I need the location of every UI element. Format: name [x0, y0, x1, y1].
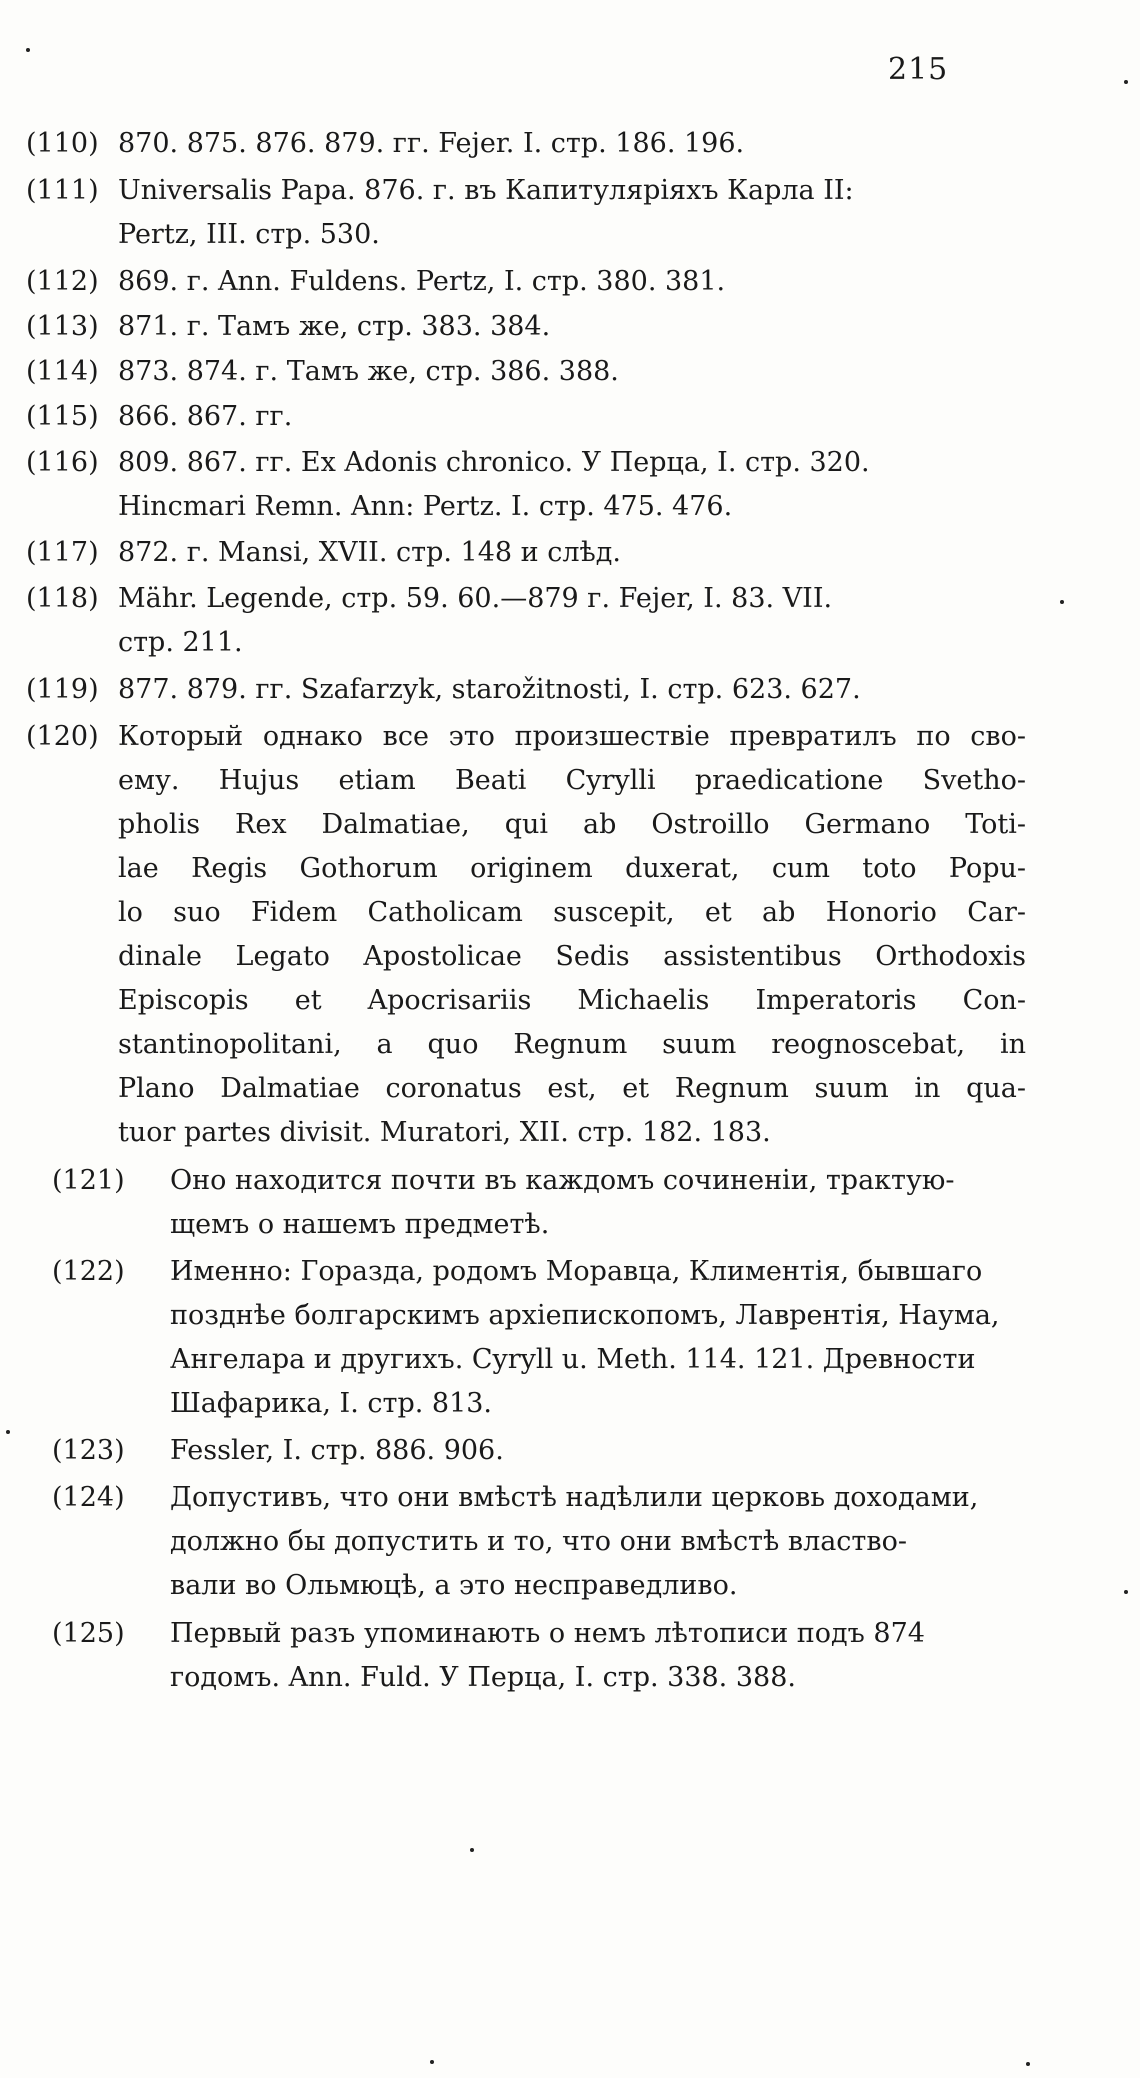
footnote-number: (112) — [26, 266, 99, 297]
footnote-line: Plano Dalmatiae coronatus est, et Regnum suum in qua- — [118, 1073, 1026, 1104]
footnote — [52, 1612, 1052, 1700]
footnote-line: Fessler, I. стр. 886. 906. — [170, 1435, 504, 1466]
footnote-line: ему. Hujus etiam Beati Cyrylli praedicatione Svetho- — [118, 765, 1026, 796]
footnote — [26, 305, 1026, 349]
footnote-line: вали во Ольмюцѣ, а это несправедливо. — [170, 1570, 738, 1601]
print-speck — [470, 1848, 474, 1852]
footnote-line: 869. г. Ann. Fuldens. Pertz, I. стр. 380. 381. — [118, 266, 726, 297]
print-speck — [26, 48, 30, 52]
footnote — [26, 668, 1026, 712]
footnote-line: Допустивъ, что они вмѣстѣ надѣлили церковь доходами, — [170, 1482, 979, 1513]
footnote-line: 871. г. Тамъ же, стр. 383. 384. — [118, 311, 551, 342]
page-number: 215 — [888, 52, 949, 87]
footnote-line: Который однако все это произшествіе превратилъ по сво- — [118, 721, 1026, 752]
footnote-line: стр. 211. — [118, 627, 243, 658]
footnote-line: dinale Legato Apostolicae Sedis assistentibus Orthodoxis — [118, 941, 1026, 972]
footnote-number: (121) — [52, 1165, 125, 1196]
footnote — [26, 122, 1026, 166]
footnote-number: (116) — [26, 447, 99, 478]
footnote — [52, 1476, 1052, 1608]
footnote-line: должно бы допустить и то, что они вмѣстѣ властво- — [170, 1526, 907, 1557]
footnote-line: годомъ. Ann. Fuld. У Перца, I. стр. 338. 388. — [170, 1662, 796, 1693]
footnote-line: 877. 879. гг. Szafarzyk, starožitnosti, I. стр. 623. 627. — [118, 674, 861, 705]
footnote-line: lo suo Fidem Catholicam suscepit, et ab Honorio Car- — [118, 897, 1026, 928]
footnote-line: позднѣе болгарскимъ архіепископомъ, Лаврентія, Наума, — [170, 1300, 1000, 1331]
footnote-line: Hincmari Remn. Ann: Pertz. I. стр. 475. 476. — [118, 491, 733, 522]
print-speck — [1026, 2062, 1030, 2066]
footnote-line: 872. г. Mansi, XVII. стр. 148 и слѣд. — [118, 537, 621, 568]
footnote-line: Шафарика, I. стр. 813. — [170, 1388, 493, 1419]
footnote — [26, 715, 1026, 1155]
print-speck — [1124, 80, 1128, 84]
footnote-number: (111) — [26, 175, 99, 206]
footnote-line: Оно находится почти въ каждомъ сочиненіи, трактую- — [170, 1165, 955, 1196]
footnote-line: Первый разъ упоминають о немъ лѣтописи подъ 874 — [170, 1618, 925, 1649]
footnote-line: Universalis Papa. 876. г. въ Капитуляріяхъ Карла II: — [118, 175, 854, 206]
footnote-number: (115) — [26, 401, 99, 432]
footnote-number: (117) — [26, 537, 99, 568]
footnote — [52, 1159, 1052, 1247]
footnote — [26, 441, 1026, 529]
footnote — [52, 1429, 1052, 1473]
print-speck — [6, 1430, 10, 1434]
footnote — [26, 350, 1026, 394]
footnote-number: (120) — [26, 721, 99, 752]
print-speck — [1060, 600, 1064, 604]
footnote-number: (123) — [52, 1435, 125, 1466]
footnote-line: Pertz, III. стр. 530. — [118, 219, 380, 250]
footnote-number: (122) — [52, 1256, 125, 1287]
footnote-line: lae Regis Gothorum originem duxerat, cum toto Popu- — [118, 853, 1026, 884]
footnote-line: 873. 874. г. Тамъ же, стр. 386. 388. — [118, 356, 619, 387]
footnote — [26, 577, 1026, 665]
footnote-line: 870. 875. 876. 879. гг. Fejer. I. стр. 186. 196. — [118, 128, 745, 159]
footnote-number: (110) — [26, 128, 99, 159]
footnote-line: Именно: Горазда, родомъ Моравца, Климентія, бывшаго — [170, 1256, 983, 1287]
footnote-line: pholis Rex Dalmatiae, qui ab Ostroillo Germano Toti- — [118, 809, 1026, 840]
footnote — [52, 1250, 1052, 1426]
footnote-line: Ангелара и другихъ. Cyryll u. Meth. 114. 121. Древности — [170, 1344, 976, 1375]
footnote — [26, 395, 1026, 439]
footnote-line: tuor partes divisit. Muratori, XII. стр. 182. 183. — [118, 1117, 771, 1148]
footnote-number: (124) — [52, 1482, 125, 1513]
footnote-line: 866. 867. гг. — [118, 401, 293, 432]
footnote — [26, 260, 1026, 304]
footnote-number: (119) — [26, 674, 99, 705]
footnote-line: Mähr. Legende, стр. 59. 60.—879 г. Fejer, I. 83. VII. — [118, 583, 833, 614]
footnote — [26, 531, 1026, 575]
print-speck — [1124, 1590, 1128, 1594]
print-speck — [430, 2060, 434, 2064]
footnote — [26, 169, 1026, 257]
footnote-line: stantinopolitani, a quo Regnum suum reognoscebat, in — [118, 1029, 1026, 1060]
footnotes-list — [26, 122, 1026, 1700]
footnote-line: Episcopis et Apocrisariis Michaelis Imperatoris Con- — [118, 985, 1026, 1016]
footnote-number: (114) — [26, 356, 99, 387]
footnote-line: щемъ о нашемъ предметѣ. — [170, 1209, 550, 1240]
footnote-line: 809. 867. гг. Ex Adonis chronico. У Перца, I. стр. 320. — [118, 447, 870, 478]
footnote-number: (118) — [26, 583, 99, 614]
footnote-number: (113) — [26, 311, 99, 342]
footnote-number: (125) — [52, 1618, 125, 1649]
